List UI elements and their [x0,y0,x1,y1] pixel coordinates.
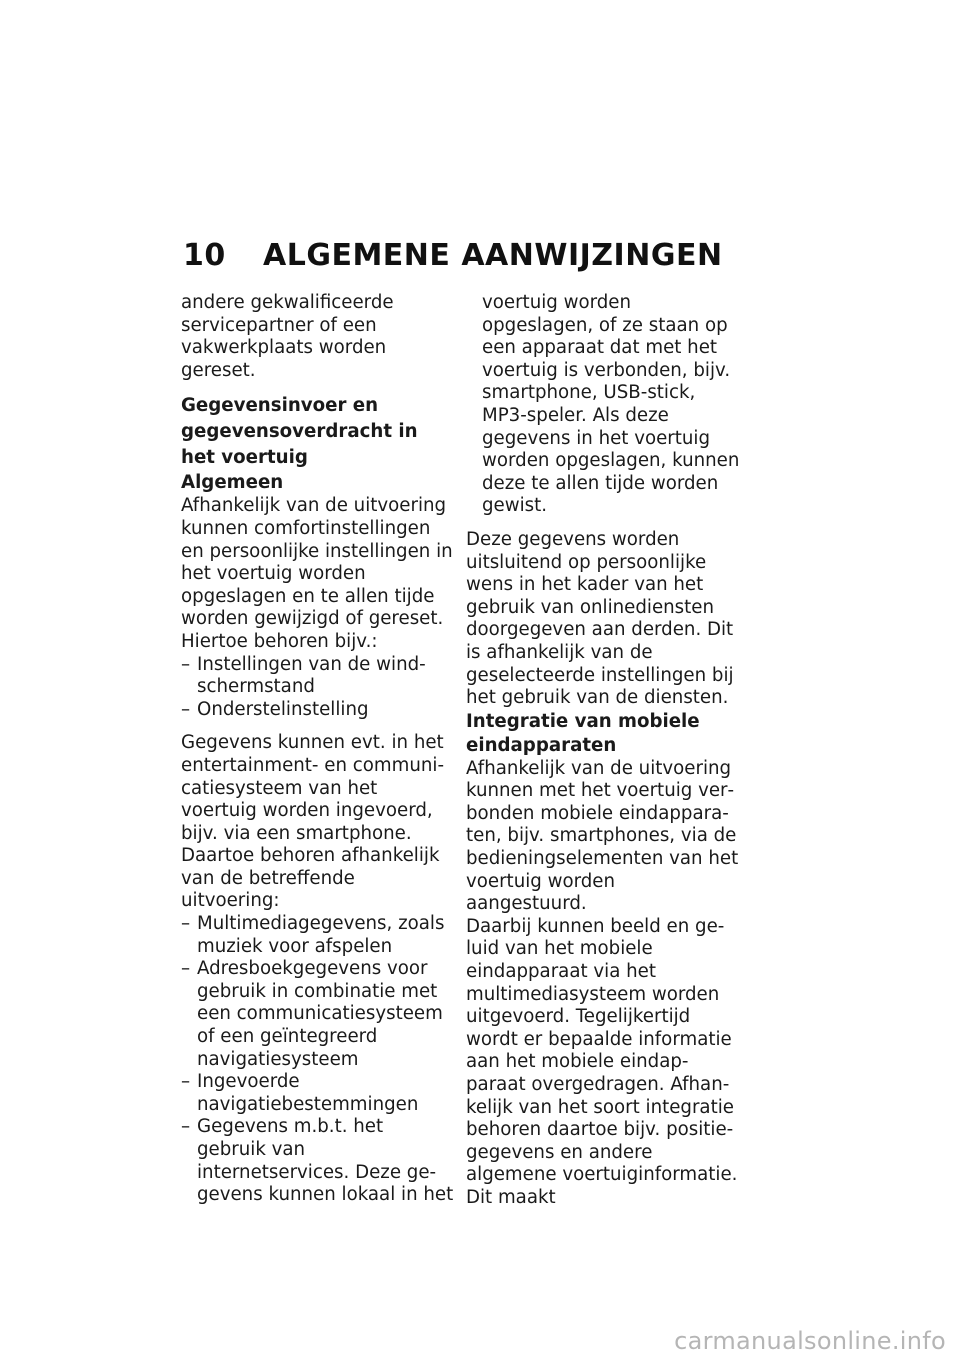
list-item: – Instellingen van de windschermstand [181,653,426,698]
right-column [466,292,741,1210]
paragraph-includes: Daartoe behoren afhankelijk van de betreffende uitvoering: [181,845,440,912]
list-item: – Multimediagegevens, zoals muziek voor afspelen [181,913,445,957]
dash-bullet: – [181,653,191,675]
list-item: – Gegevens m.b.t. het gebruik van internetservices. Deze gegevens kunnen lokaal in het [181,1116,454,1206]
list-item: – Onderstelinstelling [181,698,369,720]
dash-bullet: – [181,698,191,720]
dash-bullet: – [181,913,191,935]
chapter-number: 10 [183,238,226,273]
paragraph-examples: Hiertoe behoren bijv.: [181,630,378,652]
dash-bullet: – [181,1116,191,1138]
paragraph-entertainment: Gegevens kunnen evt. in het entertainment- en communicatiesysteem van het voertuig worden ingevoerd, bijv. via een smartphone. [181,732,445,844]
list-item: – Ingevoerde navigatiebestemmingen [181,1071,419,1115]
paragraph-comfort-settings: Afhankelijk van de uitvoering kunnen comfortinstellingen en persoonlijke instellingen in het voertuig worden opgeslagen en te allen tijde worden gewijzigd of gereset. [181,495,453,630]
dash-bullet: – [181,958,191,980]
section-heading: Gegevensinvoer en gegevensoverdracht in het voertuig [181,395,418,469]
dash-bullet: – [181,1071,191,1093]
watermark-text: carmanualsonline.info [674,1327,946,1355]
settings-list [181,654,456,722]
paragraph-mobile-devices: Afhankelijk van de uitvoering kunnen met het voertuig verbonden mobiele eindapparaten, bijv. smartphones, via de bedieningselementen van het voertuig worden aangestuurd. [466,757,739,915]
list-item: – Adresboekgegevens voor gebruik in combinatie met een communicatiesysteem of een geïntegreerd navigatiesysteem [181,958,443,1070]
left-column [181,292,456,1218]
chapter-title: ALGEMENE AANWIJZINGEN [263,238,723,273]
subheading-algemeen: Algemeen [181,472,284,494]
chapter-header [183,238,743,282]
intro-paragraph: andere gekwalificeerde servicepartner of een vakwerkplaats worden gereset. [181,292,394,381]
subheading-mobile-integration: Integratie van mobiele eindapparaten [466,710,700,756]
list-item-continuation: voertuig worden opgeslagen, of ze staan op een apparaat dat met het voertuig is verbonden, bijv. smartphone, USB-stick, MP3-speler. Als deze gegevens in het voertuig worden opgeslagen, kunnen deze te allen tijde worden gewist. [482,292,740,517]
paragraph-online-services: Deze gegevens worden uitsluitend op persoonlijke wens in het kader van het gebruik van onlinediensten doorgegeven aan derden. Dit is afhankelijk van de geselecteerde instellingen bij het gebruik van de diensten. [466,528,734,709]
paragraph-image-sound: Daarbij kunnen beeld en geluid van het mobiele eindapparaat via het multimediasysteem worden uitgevoerd. Tegelijkertijd wordt er bepaalde informatie aan het mobiele eindapparaat overgedragen. Afhankelijk van het soort integratie behoren daartoe bijv. positiegegevens en andere algemene voertuiginformatie. Dit maakt [466,915,738,1208]
data-types-list [181,913,456,1207]
